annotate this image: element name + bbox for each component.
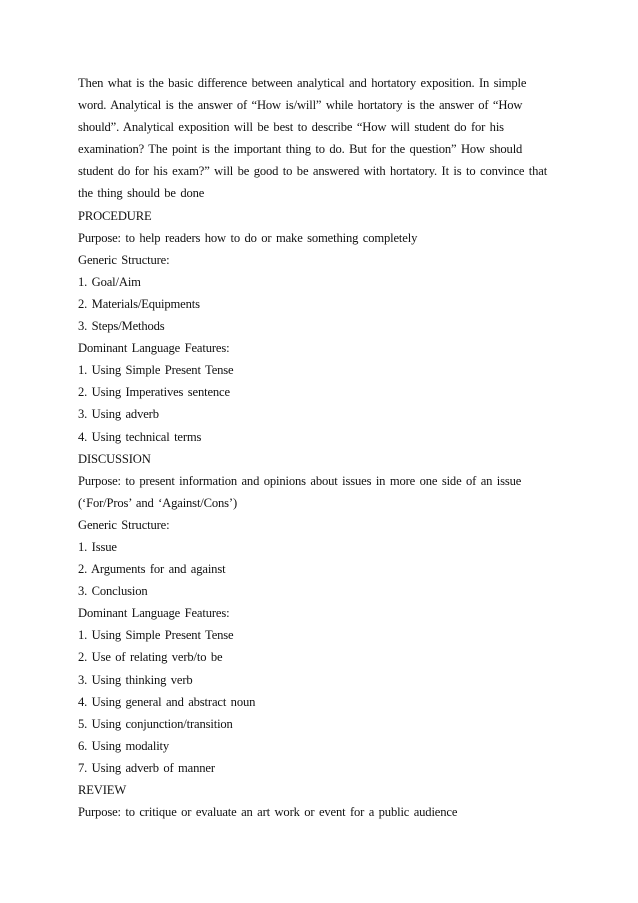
list-item: 2. Using Imperatives sentence: [78, 385, 230, 400]
list-item: 2. Arguments for and against: [78, 562, 226, 577]
list-item: 3. Steps/Methods: [78, 319, 165, 334]
text-line: Purpose: to critique or evaluate an art work or event for a public audience: [78, 805, 458, 820]
list-item: 5. Using conjunction/transition: [78, 716, 233, 731]
section-heading-discussion: DISCUSSION: [78, 451, 151, 466]
text-line: Dominant Language Features:: [78, 341, 230, 356]
section-heading-procedure: PROCEDURE: [78, 208, 152, 223]
list-item: 4. Using technical terms: [78, 429, 202, 444]
list-item: 2. Materials/Equipments: [78, 296, 200, 311]
document-body: [78, 72, 558, 823]
text-line: word. Analytical is the answer of “How is/will” while hortatory is the answer of “How: [78, 98, 523, 113]
list-item: 6. Using modality: [78, 738, 170, 753]
text-line: Generic Structure:: [78, 517, 170, 532]
section-heading-review: REVIEW: [78, 783, 127, 797]
list-item: 1. Issue: [78, 539, 117, 554]
list-item: 1. Goal/Aim: [78, 274, 141, 289]
text-line: examination? The point is the important thing to do. But for the question” How should: [78, 142, 523, 157]
list-item: 7. Using adverb of manner: [78, 760, 215, 775]
text-line: Purpose: to present information and opinions about issues in more one side of an issue: [78, 473, 522, 488]
text-line: student do for his exam?” will be good to be answered with hortatory. It is to convince that: [78, 164, 548, 179]
text-line: should”. Analytical exposition will be best to describe “How will student do for his: [78, 120, 504, 135]
text-line: Then what is the basic difference between analytical and hortatory exposition. In simple: [78, 76, 527, 90]
list-item: 3. Using thinking verb: [78, 672, 193, 687]
list-item: 2. Use of relating verb/to be: [78, 650, 223, 665]
list-item: 3. Using adverb: [78, 407, 159, 422]
list-item: 1. Using Simple Present Tense: [78, 363, 234, 378]
list-item: 4. Using general and abstract noun: [78, 694, 256, 709]
text-line: the thing should be done: [78, 186, 205, 201]
text-line: Dominant Language Features:: [78, 606, 230, 621]
text-line: Generic Structure:: [78, 252, 170, 267]
list-item: 1. Using Simple Present Tense: [78, 628, 234, 643]
text-line: Purpose: to help readers how to do or make something completely: [78, 230, 418, 245]
list-item: 3. Conclusion: [78, 584, 148, 599]
text-line: (‘For/Pros’ and ‘Against/Cons’): [78, 495, 238, 510]
